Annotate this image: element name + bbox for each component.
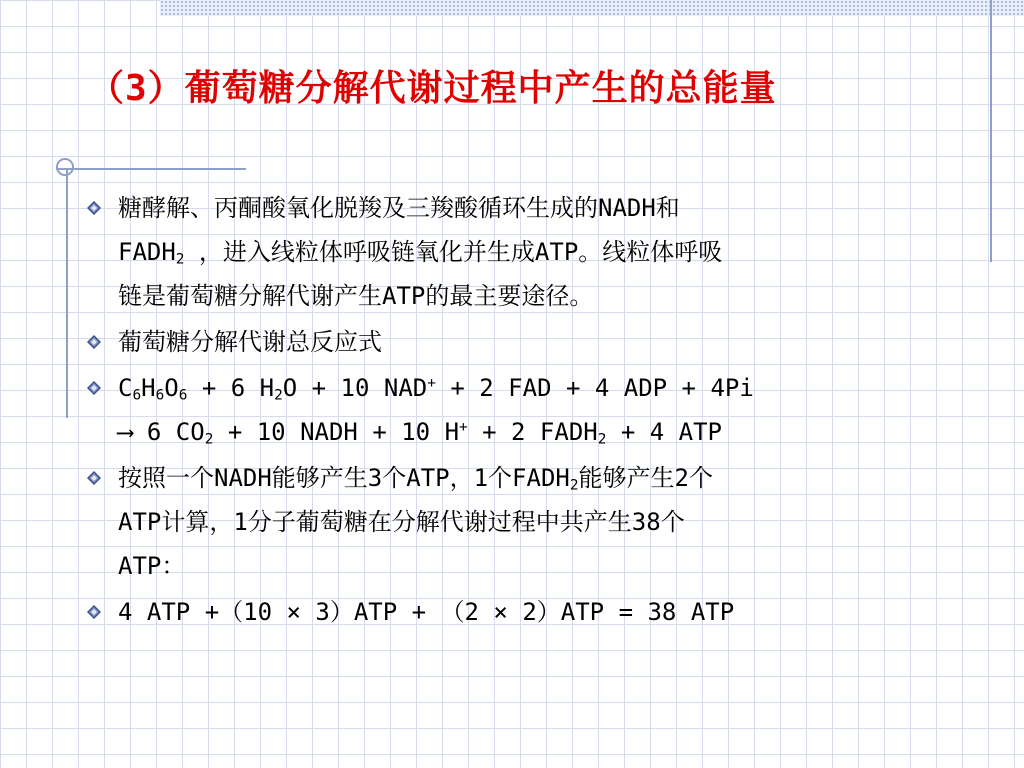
diamond-bullet-icon	[86, 470, 102, 486]
header-decoration-band	[160, 0, 1024, 16]
text-segment: + 6 H	[187, 374, 275, 402]
text-segment: 6 CO	[132, 418, 205, 446]
superscript: +	[459, 419, 468, 436]
slide-content	[84, 186, 964, 636]
text-segment: H	[141, 374, 156, 402]
text-fadh: FADH	[118, 238, 176, 266]
reaction-arrow-icon: ⟶	[118, 418, 133, 446]
bullet-item-equation	[84, 366, 964, 454]
subscript: 2	[175, 251, 185, 268]
accent-ring-icon	[56, 158, 74, 176]
equation-line	[118, 410, 964, 454]
subscript: 6	[132, 387, 142, 404]
text-segment: C	[118, 374, 133, 402]
text-segment: + 10 NADH + 10 H	[213, 418, 460, 446]
bullet-text-line: ATP计算，1分子葡萄糖在分解代谢过程中共产生38个	[118, 508, 685, 536]
bullet-text-line	[118, 230, 964, 274]
equation-line	[118, 366, 964, 410]
bullet-text-line: 4 ATP +（10 × 3）ATP + （2 × 2）ATP = 38 ATP	[118, 598, 735, 626]
text-segment: O	[164, 374, 179, 402]
left-accent-line	[66, 168, 68, 418]
title-underline	[56, 168, 246, 170]
subscript: 6	[178, 387, 188, 404]
bullet-text-line: ATP：	[118, 552, 186, 580]
subscript: 6	[155, 387, 165, 404]
subscript: 2	[274, 387, 283, 404]
subscript: 2	[569, 477, 579, 494]
bullet-item	[84, 320, 964, 364]
diamond-bullet-icon	[86, 334, 102, 350]
diamond-bullet-icon	[86, 604, 102, 620]
text-segment: 能够产生2个	[578, 464, 713, 492]
diamond-bullet-icon	[86, 200, 102, 216]
subscript: 2	[204, 431, 214, 448]
text-segment: + 2 FAD + 4 ADP + 4Pi	[435, 374, 754, 402]
right-accent-line	[990, 0, 992, 262]
bullet-text-line: 糖酵解、丙酮酸氧化脱羧及三羧酸循环生成的NADH和	[118, 194, 680, 222]
slide-title: （3）葡萄糖分解代谢过程中产生的总能量	[88, 68, 777, 109]
text-segment: + 2 FADH	[467, 418, 598, 446]
bullet-item	[84, 590, 964, 634]
subscript: 2	[597, 431, 607, 448]
bullet-text-line	[118, 456, 964, 500]
superscript: +	[427, 375, 436, 392]
text-segment: ，进入线粒体呼吸链氧化并生成ATP。线粒体呼吸	[184, 238, 723, 266]
bullet-text-line: 葡萄糖分解代谢总反应式	[118, 328, 382, 356]
text-segment: O + 10 NAD	[282, 374, 428, 402]
bullet-item	[84, 456, 964, 588]
bullet-text-line: 链是葡萄糖分解代谢产生ATP的最主要途径。	[118, 282, 594, 310]
text-segment: + 4 ATP	[606, 418, 722, 446]
text-segment: 按照一个NADH能够产生3个ATP，1个FADH	[118, 464, 570, 492]
bullet-item	[84, 186, 964, 318]
diamond-bullet-icon	[86, 380, 102, 396]
